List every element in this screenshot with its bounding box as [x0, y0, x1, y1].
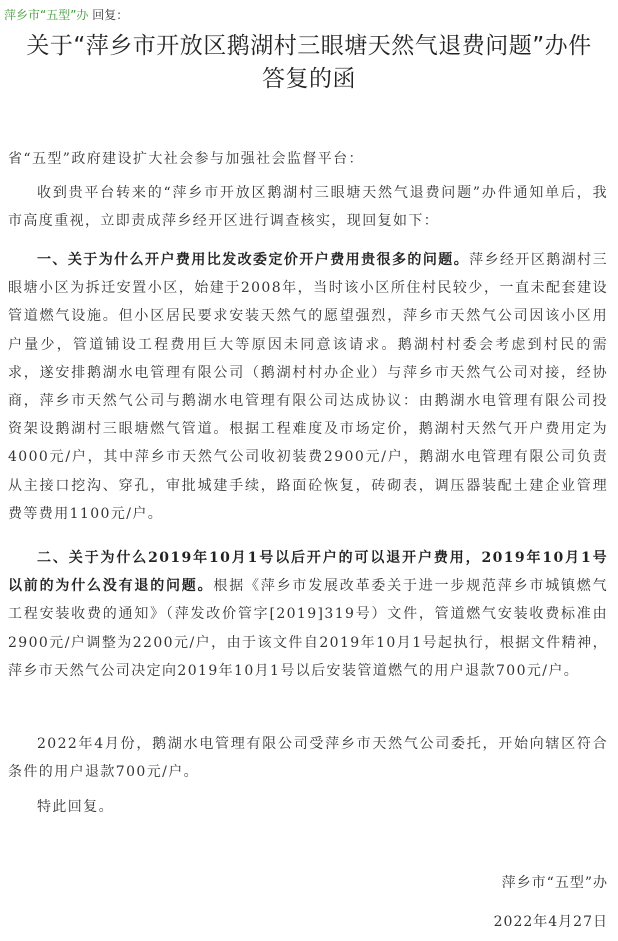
section-1-heading: 一、关于为什么开户费用比发改委定价开户费用贵很多的问题。 — [37, 252, 470, 268]
document-title — [0, 30, 618, 96]
title-line-1: 关于“萍乡市开放区鹅湖村三眼塘天然气退费问题”办件 — [26, 33, 592, 59]
section-1-text: 萍乡经开区鹅湖村三眼塘小区为拆迁安置小区，始建于2008年，当时该小区所住村民较少，一直未配套建设管道燃气设施。但小区居民要求安装天然气的愿望强烈，萍乡市天然气公司因该小区用户量少，管道铺设工程费用巨大等原因未同意该请求。鹅湖村村委会考虑到村民的需求，遂安排鹅湖水电管理有限公司（鹅湖村村办企业）与萍乡市天然气公司对接，经协商，萍乡市天然气公司与鹅湖水电管理有限公司达成协议：由鹅湖水电管理有限公司投资架设鹅湖村三眼塘燃气管道。根据工程难度及市场定价，鹅湖村天然气开户费用定为4000元/户，其中萍乡市天然气公司收初装费2900元/户，鹅湖水电管理有限公司负责从主接口挖沟、穿孔，审批城建手续，路面砼恢复，砖砌表，调压器装配土建企业管理费等费用1100元/户。 — [8, 252, 608, 522]
section-2-paragraph — [8, 544, 608, 685]
date: 2022年4月27日 — [493, 914, 608, 930]
section-3-paragraph: 2022年4月份，鹅湖水电管理有限公司受萍乡市天然气公司委托，开始向辖区符合条件的用户退款700元/户。 — [8, 736, 608, 781]
sender-link[interactable]: 萍乡市“五型”办 — [4, 8, 89, 22]
section-1-paragraph — [8, 246, 608, 528]
salutation: 省“五型”政府建设扩大社会参与加强社会监督平台： — [8, 151, 364, 167]
section-2-text: 根据《萍乡市发展改革委关于进一步规范萍乡市城镇燃气工程安装收费的通知》（萍发改价管字[2019]319号）文件，管道燃气安装收费标准由2900元/户调整为2200元/户，由于该文件自2019年10月1号起执行，根据文件精神，萍乡市天然气公司决定向2019年10月1号以后安装管道燃气的用户退款700元/户。 — [8, 578, 609, 679]
reply-header — [4, 6, 128, 24]
reply-label: 回复： — [88, 8, 129, 22]
section-2-heading: 二、关于为什么2019年10月1号以后开户的可以退开户费用，2019年10月1号以前的为什么没有退的问题。 — [8, 550, 608, 595]
intro-paragraph: 收到贵平台转来的“萍乡市开放区鹅湖村三眼塘天然气退费问题”办件通知单后，我市高度重视，立即责成萍乡经开区进行调查核实，现回复如下： — [8, 185, 608, 230]
closing-line: 特此回复。 — [37, 799, 114, 815]
title-line-2: 答复的函 — [262, 66, 356, 92]
signature: 萍乡市“五型”办 — [501, 875, 608, 891]
